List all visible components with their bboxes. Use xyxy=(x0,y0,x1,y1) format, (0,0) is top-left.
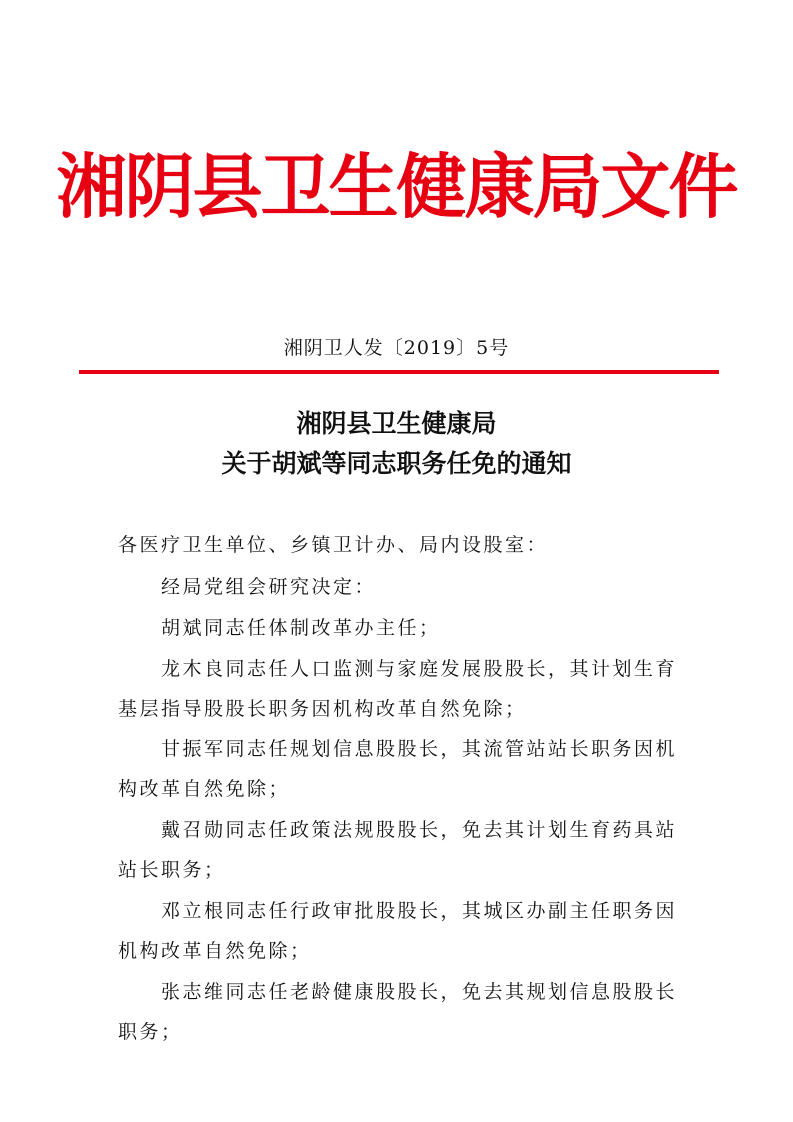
body-line: 机构改革自然免除； xyxy=(118,940,312,962)
body-line: 戴召勋同志任政策法规股股长，免去其计划生育药具站 xyxy=(118,819,678,841)
notice-title-line-2: 关于胡斌等同志职务任免的通知 xyxy=(221,449,572,478)
body-line: 经局党组会研究决定： xyxy=(118,576,377,598)
body-line: 各医疗卫生单位、乡镇卫计办、局内设股室： xyxy=(118,534,549,556)
notice-title-line-1: 湘阴县卫生健康局 xyxy=(296,409,497,438)
document-number: 湘阴卫人发〔2019〕5号 xyxy=(283,337,510,359)
red-divider-line xyxy=(79,370,719,374)
body-line: 邓立根同志任行政审批股股长，其城区办副主任职务因 xyxy=(118,900,678,922)
document-masthead: 湘阴县卫生健康局文件 xyxy=(56,146,737,228)
body-line: 站长职务； xyxy=(118,859,226,881)
body-line: 构改革自然免除； xyxy=(118,778,291,800)
body-line: 职务； xyxy=(118,1021,183,1043)
body-line: 基层指导股股长职务因机构改革自然免除； xyxy=(118,698,527,720)
body-line: 张志维同志任老龄健康股股长，免去其规划信息股股长 xyxy=(118,981,678,1003)
body-line: 龙木良同志任人口监测与家庭发展股股长，其计划生育 xyxy=(118,658,678,680)
body-line: 甘振军同志任规划信息股股长，其流管站站长职务因机 xyxy=(118,738,678,760)
body-line: 胡斌同志任体制改革办主任； xyxy=(118,617,441,639)
